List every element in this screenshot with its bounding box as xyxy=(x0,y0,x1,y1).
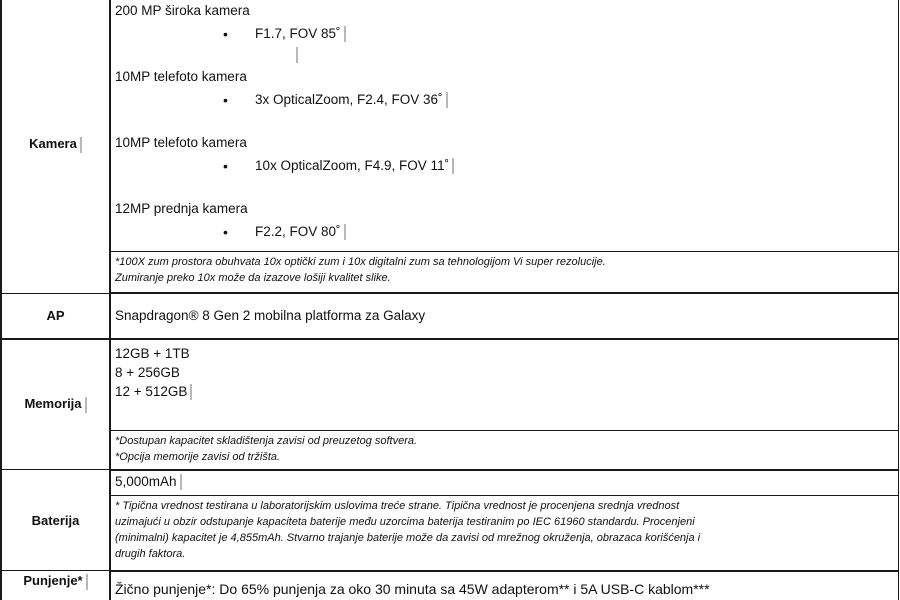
camera-wide xyxy=(115,1,894,67)
baterija-note-1: * Tipična vrednost testirana u laboratorijskim uslovima treće strane. Tipična vrednost je procenjena srednja vrednost xyxy=(115,499,680,512)
camera-spec: • 3x OpticalZoom, F2.4, FOV 36˚ xyxy=(115,87,894,113)
memory-option: 12GB + 1TB xyxy=(115,345,190,361)
camera-spec: • F2.2, FOV 80˚ xyxy=(115,219,894,245)
bullet-icon: • xyxy=(223,224,228,240)
bullet-icon: • xyxy=(223,158,228,174)
baterija-note-3: (minimalni) kapacitet je 4,855mAh. Stvarno trajanje baterije može da zavisi od mrežnog okruženja, obrazaca korišćenja i xyxy=(115,531,701,544)
kamera-note-2: Zumiranje preko 10x može da izazove lošiji kvalitet slike. xyxy=(115,272,391,284)
baterija-note-cell xyxy=(110,495,899,571)
row-ap xyxy=(1,293,899,339)
kamera-note-1: *100X zum prostora obuhvata 10x optički zum i 10x digitalni zum sa tehnologijom Vi super rezolucije. xyxy=(115,256,606,268)
memorija-note-cell xyxy=(110,430,899,470)
camera-title: 10MP telefoto kamera xyxy=(115,135,247,150)
camera-front xyxy=(115,199,894,245)
memorija-note-1: *Dostupan kapacitet skladištenja zavisi od preuzetog softvera. xyxy=(115,434,418,447)
row-memorija xyxy=(1,339,899,431)
row-kamera xyxy=(1,0,899,252)
ap-value: Snapdragon® 8 Gen 2 mobilna platforma za Galaxy xyxy=(115,307,426,323)
label-memorija: Memorija xyxy=(1,339,110,470)
camera-title: 12MP prednja kamera xyxy=(115,201,248,216)
label-ap: AP xyxy=(1,293,110,339)
camera-spec: • 10x OpticalZoom, F4.9, FOV 11˚ xyxy=(115,153,894,179)
row-baterija-note xyxy=(1,495,899,571)
ap-value-cell xyxy=(110,293,899,339)
label-baterija: Baterija xyxy=(1,470,110,571)
punjenje-value-cell xyxy=(110,571,899,600)
memory-option: 8 + 256GB xyxy=(115,364,180,380)
row-kamera-note xyxy=(1,252,899,294)
label-kamera: Kamera xyxy=(1,0,110,293)
row-punjenje xyxy=(1,571,899,600)
camera-tele-3x xyxy=(115,67,894,133)
baterija-value-cell xyxy=(110,470,899,496)
baterija-value: 5,000mAh xyxy=(111,471,898,493)
bullet-icon: • xyxy=(223,26,228,42)
baterija-note-4: drugih faktora. xyxy=(115,547,186,560)
camera-tele-10x xyxy=(115,133,894,199)
memory-option: 12 + 512GB xyxy=(115,382,894,401)
kamera-cameras-cell xyxy=(110,0,899,252)
bullet-icon: • xyxy=(223,92,228,108)
baterija-note-2: uzimajući u obzir odstupanje kapaciteta baterije među uzorcima baterija testiranim po IEC 61960 standardu. Procenjeni xyxy=(115,515,695,528)
row-baterija xyxy=(1,470,899,496)
punjenje-value: Žično punjenje*: Do 65% punjenja za oko 30 minuta sa 45W adapterom** i 5A USB-C kablom*** xyxy=(115,580,710,597)
camera-title: 10MP telefoto kamera xyxy=(115,69,247,84)
label-punjenje: Punjenje* xyxy=(1,571,110,600)
kamera-note-cell xyxy=(110,252,899,294)
memorija-note-2: *Opcija memorije zavisi od tržišta. xyxy=(115,450,281,463)
memorija-options-cell xyxy=(110,339,899,431)
camera-title: 200 MP široka kamera xyxy=(115,3,250,18)
row-memorija-note xyxy=(1,430,899,470)
camera-spec: • F1.7, FOV 85˚ xyxy=(115,21,894,47)
